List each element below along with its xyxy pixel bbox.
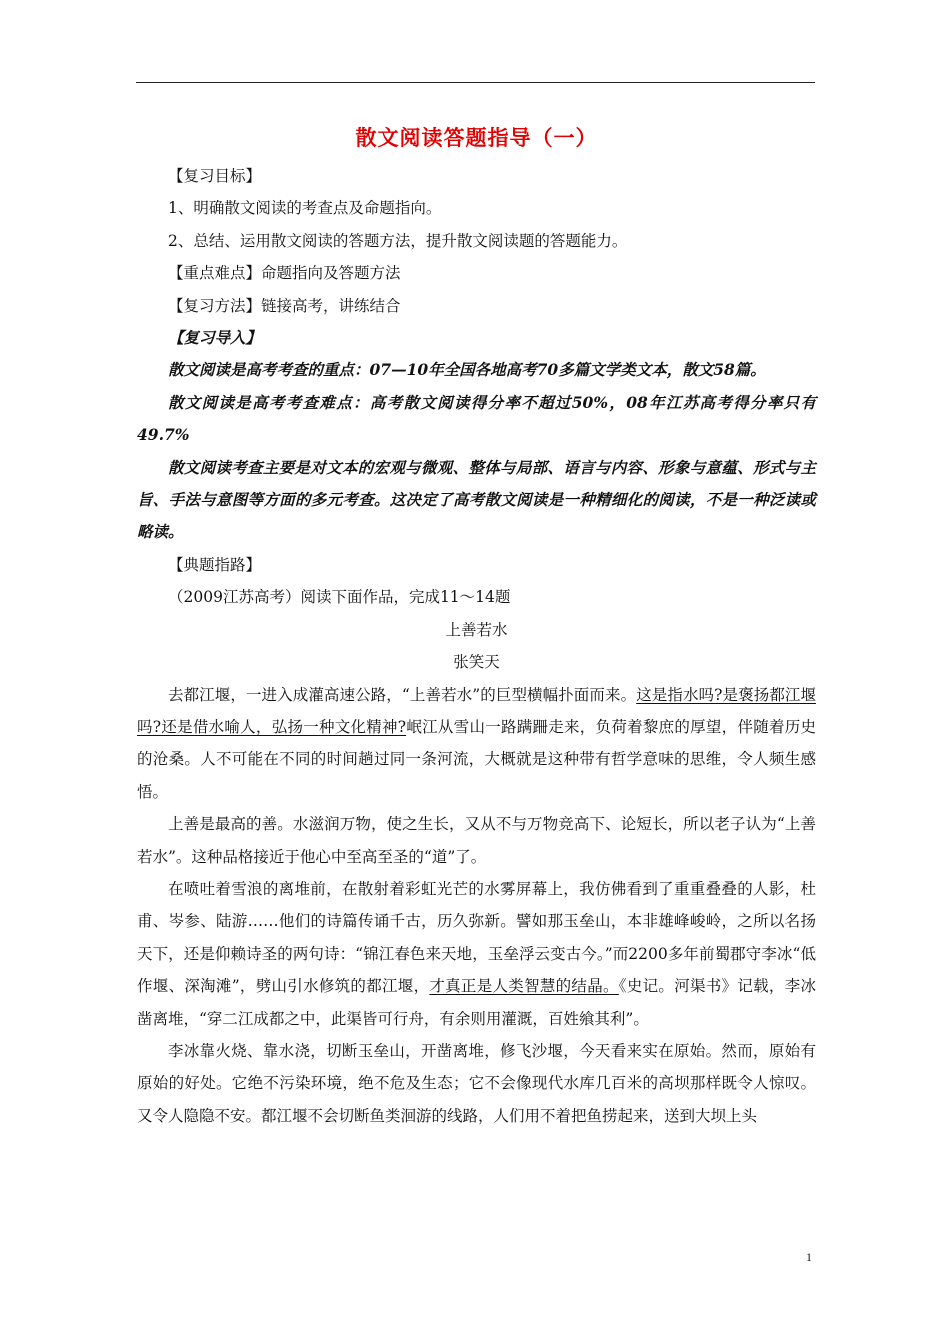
paragraph-text: 去都江堰，一进入成灌高速公路，“上善若水”的巨型横幅扑面而来。	[168, 685, 637, 704]
goal-item-1: 1、明确散文阅读的考查点及命题指向。	[168, 199, 442, 218]
essay-author: 张笑天	[453, 653, 500, 672]
paragraph-text: 在喷吐着雪浪的离堆前，在散射着彩虹光芒的水雾屏幕上，我仿佛看到了重重叠叠的人影，杜甫、岑参、陆游……他们的诗篇传诵千古，历久弥新。譬如那玉垒山，本非雄峰峻岭，之所以名扬天下，还是仰赖诗圣的两句诗：“锦江春色来天地，玉垒浮云变古今。”而2200多年前蜀郡守李冰“低作堰、深淘滩”，劈山引水修筑的都江堰，	[137, 879, 816, 996]
goal-item-2: 2、总结、运用散文阅读的答题方法，提升散文阅读题的答题能力。	[168, 231, 628, 250]
paragraph-text: 岷江从雪山一路蹒跚走来，负荷着黎庶的厚望，伴随着历史的沧桑。人不可能在不同的时间趟过同一条河流，大概就是这种带有哲学意味的思维，令人频生感悟。	[137, 717, 816, 801]
page-number: 1	[806, 1250, 812, 1264]
underlined-phrase: 才真正是人类智慧的结晶。	[429, 977, 619, 996]
example-heading: 【典题指路】	[168, 555, 262, 574]
underlined-question: 这是指水吗?是褒扬都江堰吗?还是借水喻人，弘扬一种文化精神?	[137, 685, 817, 736]
example-source: （2009江苏高考）阅读下面作品，完成11～14题	[168, 588, 511, 607]
header-rule	[136, 82, 815, 83]
document-body	[137, 118, 816, 1132]
essay-paragraph-3	[137, 873, 816, 1035]
focus-line: 【重点难点】命题指向及答题方法	[168, 264, 401, 283]
intro-paragraph-1: 散文阅读是高考考查的重点：07—10年全国各地高考70多篇文学类文本，散文58篇。	[168, 360, 766, 380]
goals-heading: 【复习目标】	[168, 167, 262, 185]
essay-paragraph-2: 上善是最高的善。水滋润万物，使之生长，又从不与万物竞高下、论短长，所以老子认为“上善若水”。这种品格接近于他心中至高至圣的“道”了。	[137, 815, 816, 866]
method-line: 【复习方法】链接高考，讲练结合	[168, 296, 401, 315]
intro-heading: 【复习导入】	[168, 328, 262, 348]
paragraph-text: 《史记。河渠书》记载，李冰凿离堆，“穿二江成都之中，此渠皆可行舟，有余则用灌溉，百姓飨其利”。	[137, 977, 816, 1028]
intro-paragraph-2: 散文阅读是高考考查难点：高考散文阅读得分率不超过50%，08年江苏高考得分率只有49.7%	[137, 392, 816, 445]
page-title: 散文阅读答题指导（一）	[355, 125, 598, 150]
intro-paragraph-3: 散文阅读考查主要是对文本的宏观与微观、整体与局部、语言与内容、形象与意蕴、形式与主旨、手法与意图等方面的多元考查。这决定了高考散文阅读是一种精细化的阅读，不是一种泛读或略读。	[137, 457, 816, 542]
essay-title: 上善若水	[445, 620, 508, 639]
essay-paragraph-4: 李冰靠火烧、靠水浇，切断玉垒山，开凿离堆，修飞沙堰，今天看来实在原始。然而，原始有原始的好处。它绝不污染环境，绝不危及生态；它不会像现代水库几百米的高坝那样既令人惊叹。又令人隐隐不安。都江堰不会切断鱼类洄游的线路，人们用不着把鱼捞起来，送到大坝上头	[137, 1041, 816, 1125]
essay-paragraph-1	[137, 679, 816, 809]
